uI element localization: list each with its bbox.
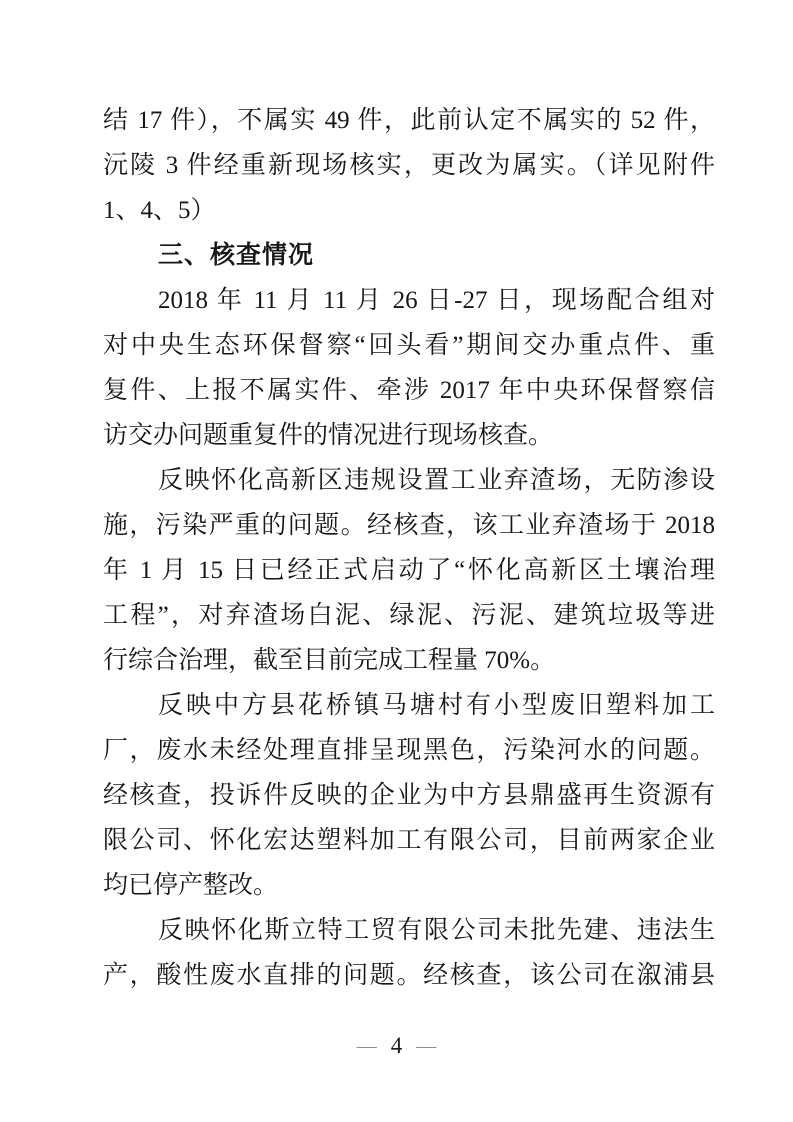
text-line: 限公司、怀化宏达塑料加工有限公司，目前两家企业 bbox=[103, 827, 715, 854]
text-line: 对中央生态环保督察“回头看”期间交办重点件、重 bbox=[103, 332, 715, 359]
footer-dash-right-icon: — bbox=[416, 1035, 437, 1057]
text-line: 工程”，对弃渣场白泥、绿泥、污泥、建筑垃圾等进 bbox=[103, 602, 715, 629]
text-line: 经核查，投诉件反映的企业为中方县鼎盛再生资源有 bbox=[103, 782, 715, 809]
document-text-block bbox=[103, 98, 715, 998]
text-line: 产，酸性废水直排的问题。经核查，该公司在溆浦县 bbox=[103, 962, 715, 989]
text-line: 反映中方县花桥镇马塘村有小型废旧塑料加工 bbox=[158, 692, 715, 719]
text-line: 反映怀化高新区违规设置工业弃渣场，无防渗设 bbox=[158, 467, 715, 494]
text-line: 施，污染严重的问题。经核查，该工业弃渣场于 2018 bbox=[103, 512, 715, 539]
section-heading: 三、核查情况 bbox=[158, 241, 315, 269]
text-line: 结 17 件），不属实 49 件，此前认定不属实的 52 件， bbox=[103, 107, 715, 134]
text-line: 行综合治理，截至目前完成工程量 70%。 bbox=[103, 647, 556, 674]
text-line: 2018 年 11 月 11 月 26 日-27 日，现场配合组对 bbox=[158, 287, 715, 314]
footer-dash-left-icon: — bbox=[356, 1035, 377, 1057]
text-line: 厂，废水未经处理直排呈现黑色，污染河水的问题。 bbox=[103, 737, 715, 764]
text-line: 访交办问题重复件的情况进行现场核查。 bbox=[103, 422, 554, 449]
text-line: 沅陵 3 件经重新现场核实，更改为属实。（详见附件 bbox=[103, 152, 715, 179]
text-line: 均已停产整改。 bbox=[103, 872, 279, 899]
text-line: 年 1 月 15 日已经正式启动了“怀化高新区土壤治理 bbox=[103, 557, 715, 584]
text-line: 反映怀化斯立特工贸有限公司未批先建、违法生 bbox=[158, 917, 715, 944]
page-footer bbox=[0, 1026, 793, 1066]
text-line: 复件、上报不属实件、牵涉 2017 年中央环保督察信 bbox=[103, 377, 715, 404]
text-line: 1、4、5） bbox=[103, 197, 216, 224]
page-number: 4 bbox=[390, 1033, 403, 1058]
